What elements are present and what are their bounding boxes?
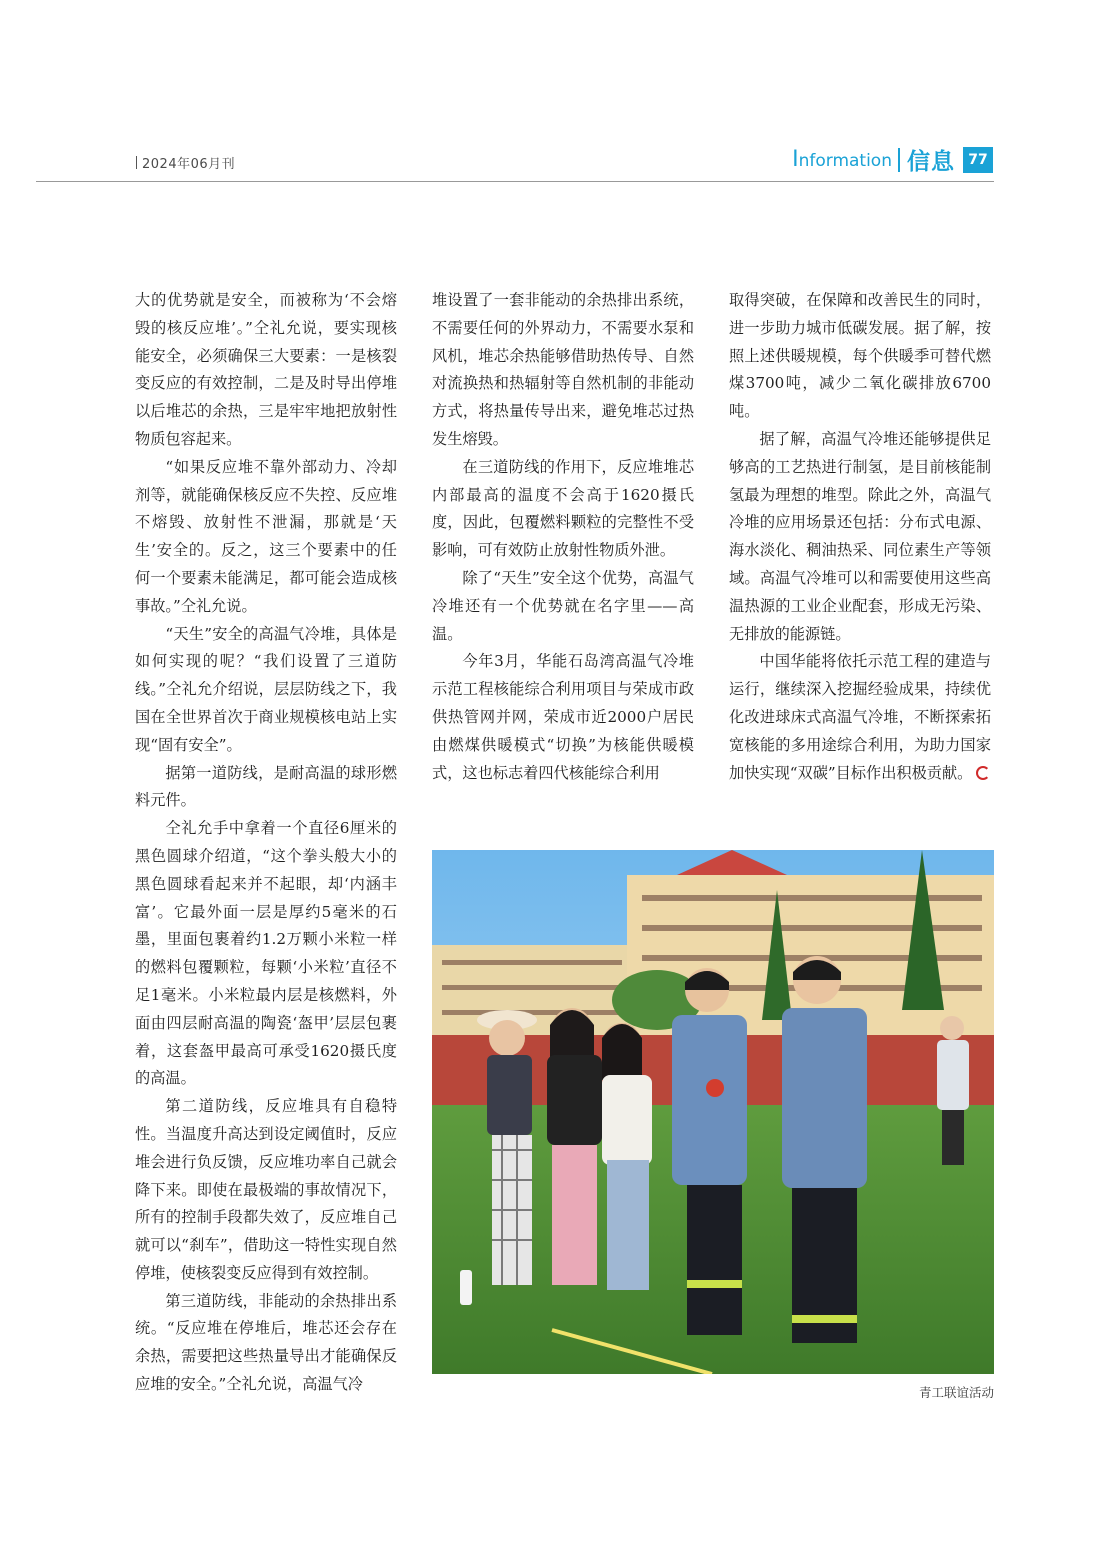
paragraph: 除了“天生”安全这个优势，高温气冷堆还有一个优势就在名字里——高温。 [432, 568, 694, 643]
paragraph: 大的优势就是安全，而被称为‘不会熔毁的核反应堆’。”仝礼允说，要实现核能安全，必须确保三大要素：一是核裂变反应的有效控制，二是及时导出停堆以后堆芯的余热，三是牢牢地把放射性物质包容起来。 [135, 291, 397, 448]
article-column-2 [432, 287, 694, 797]
paragraph: 仝礼允手中拿着一个直径6厘米的黑色圆球介绍道，“这个拳头般大小的黑色圆球看起来并不起眼，却‘内涵丰富’。它最外面一层是厚约5毫米的石墨，里面包裹着约1.2万颗小米粒一样的燃料包覆颗粒，每颗‘小米粒’直径不足1毫米。小米粒最内层是核燃料，外面由四层耐高温的陶瓷‘盔甲’层层包裹着，这套盔甲最高可承受1620摄氏度的高温。 [135, 819, 397, 1088]
paragraph: “如果反应堆不靠外部动力、冷却剂等，就能确保核反应不失控、反应堆不熔毁、放射性不泄漏，那就是‘天生’安全的。反之，这三个要素中的任何一个要素未能满足，都可能会造成核事故。”仝礼允说。 [135, 457, 397, 615]
issue-label [136, 153, 235, 172]
header-rule [36, 181, 994, 182]
page-header [0, 0, 1103, 190]
person [782, 956, 867, 1343]
team-activity-photo [432, 850, 994, 1374]
paragraph: 第二道防线，反应堆具有自稳特性。当温度升高达到设定阈值时，反应堆会进行负反馈，反应堆功率自己就会降下来。即使在最极端的事故情况下，所有的控制手段都失效了，反应堆自己就可以“刹车”，借助这一特性实现自然停堆，使核裂变反应得到有效控制。 [135, 1097, 397, 1282]
paragraph-text: 中国华能将依托示范工程的建造与运行，继续深入挖掘经验成果，持续优化改进球床式高温气冷堆，不断探索拓宽核能的多用途综合利用，为助力国家加快实现“双碳”目标作出积极贡献。 [729, 652, 991, 782]
section-label [792, 143, 993, 176]
section-title-en [792, 147, 892, 172]
paragraph: 据第一道防线，是耐高温的球形燃料元件。 [135, 763, 397, 810]
issue-text: 2024年06月刊 [142, 157, 236, 172]
paragraph: 今年3月，华能石岛湾高温气冷堆示范工程核能综合利用项目与荣成市政供热管网并网，荣成市近2000户居民由燃煤供暖模式“切换”为核能供暖模式，这也标志着四代核能综合利用 [432, 652, 694, 782]
section-divider [898, 148, 900, 172]
paragraph: “天生”安全的高温气冷堆，具体是如何实现的呢？“我们设置了三道防线。”仝礼允介绍说，层层防线之下，我国在全世界首次于商业规模核电站上实现“固有安全”。 [135, 624, 397, 754]
page-number: 77 [963, 147, 993, 173]
photo-caption: 青工联谊活动 [918, 1385, 994, 1400]
article-column-1 [135, 287, 397, 1412]
article-column-3 [729, 287, 991, 797]
paragraph: 在三道防线的作用下，反应堆堆芯内部最高的温度不会高于1620摄氏度，因此，包覆燃料颗粒的完整性不受影响，可有效防止放射性物质外泄。 [432, 457, 694, 560]
section-title-en-initial: I [792, 147, 799, 172]
section-title-en-rest: nformation [798, 151, 892, 171]
paragraph: 堆设置了一套非能动的余热排出系统，不需要任何的外界动力，不需要水泵和风机，堆芯余热能够借助热传导、自然对流换热和热辐射等自然机制的非能动方式，将热量传导出来，避免堆芯过热发生熔毁。 [432, 291, 694, 448]
end-mark-icon [976, 766, 990, 780]
paragraph: 据了解，高温气冷堆还能够提供足够高的工艺热进行制氢，是目前核能制氢最为理想的堆型。除此之外，高温气冷堆的应用场景还包括：分布式电源、海水淡化、稠油热采、同位素生产等领域。高温气冷堆可以和需要使用这些高温热源的工业企业配套，形成无污染、无排放的能源链。 [729, 429, 991, 643]
issue-divider [136, 156, 137, 169]
photo-illustration [432, 850, 994, 1374]
water-bottle [460, 1270, 472, 1305]
paragraph: 取得突破，在保障和改善民生的同时，进一步助力城市低碳发展。据了解，按照上述供暖规模，每个供暖季可替代燃煤3700吨，减少二氧化碳排放6700吨。 [729, 291, 991, 421]
paragraph [729, 648, 991, 787]
section-title-cn: 信息 [907, 149, 955, 175]
paragraph: 第三道防线，非能动的余热排出系统。“反应堆在停堆后，堆芯还会存在余热，需要把这些热量导出才能确保反应堆的安全。”仝礼允说，高温气冷 [135, 1291, 397, 1394]
person [547, 1008, 602, 1285]
